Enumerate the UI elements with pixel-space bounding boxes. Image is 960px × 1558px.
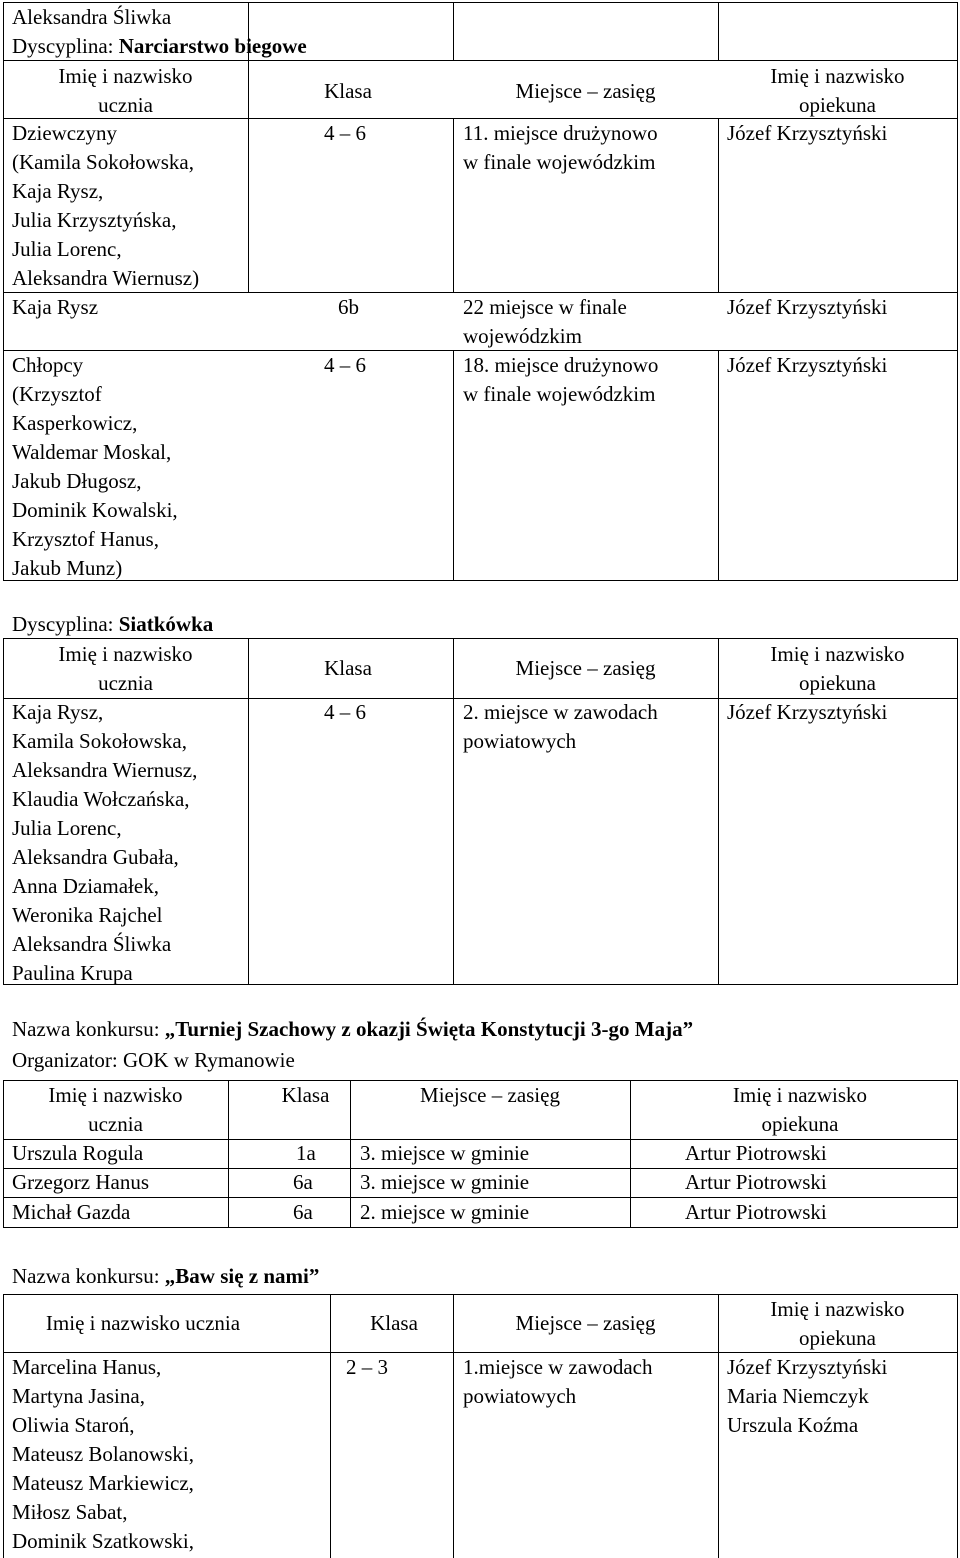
contest-name: „Turniej Szachowy z okazji Święta Konstytucji 3-go Maja”	[164, 1017, 694, 1041]
header-student: Imię i nazwisko ucznia	[58, 64, 193, 117]
table-row-place: 2. miejsce w zawodach powiatowych	[463, 700, 658, 753]
header-class: Klasa	[281, 1083, 330, 1107]
header-place: Miejsce – zasięg	[515, 79, 656, 103]
table-row-class: 4 – 6	[324, 353, 366, 377]
contest-label: Nazwa konkursu:	[12, 1264, 165, 1288]
header-student: Imię i nazwisko ucznia	[48, 1083, 183, 1136]
table-row-place: 18. miejsce drużynowo w finale wojewódzkim	[463, 353, 659, 406]
table-row-class: 6b	[338, 295, 359, 319]
discipline-line	[12, 610, 213, 639]
contest-line	[12, 1262, 319, 1291]
contest-name: „Baw się z nami”	[164, 1264, 320, 1288]
table-row-student: Michał Gazda	[12, 1200, 131, 1224]
table-row-student: Grzegorz Hanus	[12, 1170, 150, 1194]
table-row-students: Kaja Rysz, Kamila Sokołowska, Aleksandra Wiernusz, Klaudia Wołczańska, Julia Lorenc, Aleksandra Gubała, Anna Dziamałek, Weronika Rajchel Aleksandra Śliwka Paulina Krupa	[12, 700, 198, 985]
header-place: Miejsce – zasięg	[515, 656, 656, 680]
header-place: Miejsce – zasięg	[515, 1311, 656, 1335]
table-row-students: Dziewczyny (Kamila Sokołowska, Kaja Rysz, Julia Krzysztyńska, Julia Lorenc, Aleksandra Wiernusz)	[12, 121, 200, 290]
table-row-class: 6a	[293, 1170, 313, 1194]
table-row-students: Marcelina Hanus, Martyna Jasina, Oliwia Staroń, Mateusz Bolanowski, Mateusz Markiewicz, Miłosz Sabat, Dominik Szatkowski,	[12, 1355, 194, 1553]
table-row-tutor: Józef Krzysztyński	[727, 121, 888, 145]
table-row-tutors: Józef Krzysztyński Maria Niemczyk Urszula Koźma	[727, 1355, 888, 1437]
header-tutor: Imię i nazwisko opiekuna	[770, 1297, 905, 1350]
table-row-class: 1a	[296, 1141, 316, 1165]
header-student: Imię i nazwisko ucznia	[45, 1311, 241, 1335]
table-row-place: 1.miejsce w zawodach powiatowych	[463, 1355, 653, 1408]
header-class: Klasa	[324, 656, 372, 680]
discipline-name: Narciarstwo biegowe	[118, 34, 307, 58]
table-row-students: Kaja Rysz	[12, 295, 99, 319]
table-row-tutor: Artur Piotrowski	[685, 1170, 827, 1194]
table-row-tutor: Artur Piotrowski	[685, 1200, 827, 1224]
table-row-tutor: Józef Krzysztyński	[727, 353, 888, 377]
header-student: Imię i nazwisko ucznia	[58, 642, 193, 695]
header-class: Klasa	[324, 79, 372, 103]
table-row-place: 11. miejsce drużynowo w finale wojewódzkim	[463, 121, 658, 174]
header-tutor: Imię i nazwisko opiekuna	[732, 1083, 868, 1136]
header-tutor: Imię i nazwisko opiekuna	[770, 64, 905, 117]
table-row-tutor: Józef Krzysztyński	[727, 295, 888, 319]
contest-line	[12, 1015, 693, 1044]
table-row-place: 3. miejsce w gminie	[360, 1170, 530, 1194]
discipline-name: Siatkówka	[118, 612, 214, 636]
table-row-student: Urszula Rogula	[12, 1141, 144, 1165]
table-row-class: 2 – 3	[346, 1355, 388, 1379]
header-place: Miejsce – zasięg	[420, 1083, 560, 1107]
table-row-place: 22 miejsce w finale wojewódzkim	[463, 295, 627, 348]
student-name: Aleksandra Śliwka	[12, 5, 172, 29]
table-row-tutor: Artur Piotrowski	[685, 1141, 827, 1165]
organizer: Organizator: GOK w Rymanowie	[12, 1048, 295, 1072]
discipline-line	[12, 32, 307, 61]
table-row-place: 3. miejsce w gminie	[360, 1141, 530, 1165]
table-row-class: 4 – 6	[324, 121, 366, 145]
table-row-tutor: Józef Krzysztyński	[727, 700, 888, 724]
table-row-class: 6a	[293, 1200, 313, 1224]
header-tutor: Imię i nazwisko opiekuna	[770, 642, 905, 695]
table-row-place: 2. miejsce w gminie	[360, 1200, 530, 1224]
contest-label: Nazwa konkursu:	[12, 1017, 165, 1041]
header-class: Klasa	[370, 1311, 418, 1335]
table-row-class: 4 – 6	[324, 700, 366, 724]
table-row-students: Chłopcy (Krzysztof Kasperkowicz, Waldemar Moskal, Jakub Długosz, Dominik Kowalski, Krzysztof Hanus, Jakub Munz)	[12, 353, 178, 580]
discipline-label: Dyscyplina:	[12, 612, 119, 636]
discipline-label: Dyscyplina:	[12, 34, 119, 58]
